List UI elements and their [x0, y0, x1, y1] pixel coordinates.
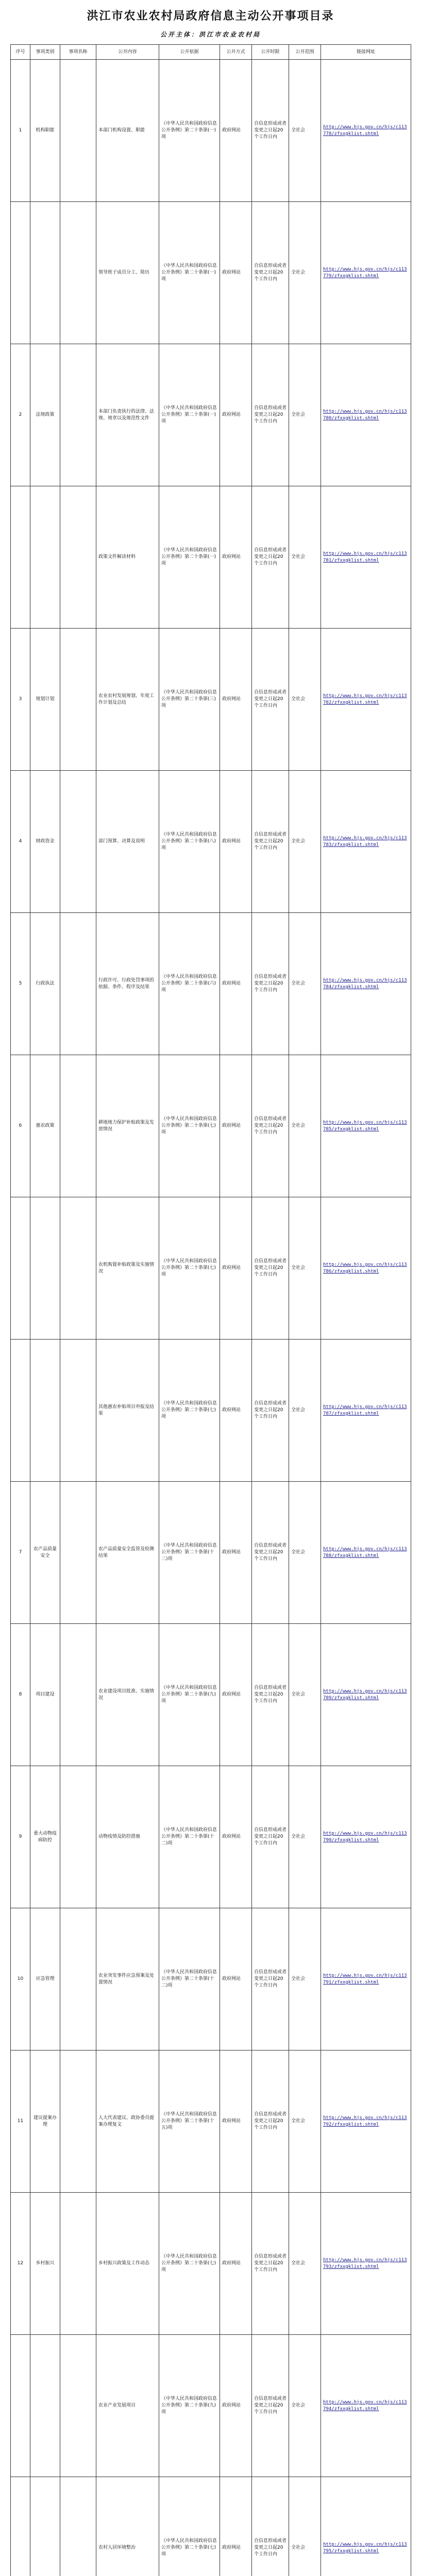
cell-content: 耕地地力保护补贴政策及发放情况 — [96, 1055, 159, 1197]
link-url[interactable]: http://www.hjs.gov.cn/hjs/c113781/zfxxgklist.shtml — [323, 551, 407, 563]
cell-category: 农产品质量安全 — [30, 1482, 60, 1624]
header-category: 事项类别 — [30, 45, 60, 60]
cell-category: 应急管理 — [30, 1908, 60, 2050]
cell-scope: 全社会 — [289, 1055, 321, 1197]
table-row — [11, 1197, 411, 1340]
cell-category — [30, 486, 60, 629]
cell-item — [60, 202, 96, 344]
cell-content: 动物疫情及防控措施 — [96, 1766, 159, 1908]
cell-seq — [11, 2335, 30, 2477]
cell-item — [60, 2050, 96, 2193]
table-row — [11, 771, 411, 913]
cell-seq: 10 — [11, 1908, 30, 2050]
cell-link — [321, 344, 411, 486]
cell-category: 规划计划 — [30, 629, 60, 771]
cell-item — [60, 913, 96, 1055]
cell-seq: 8 — [11, 1624, 30, 1766]
table-row — [11, 1055, 411, 1197]
cell-basis: 《中华人民共和国政府信息公开条例》第二十条第(一)项 — [159, 60, 220, 202]
cell-scope: 全社会 — [289, 1766, 321, 1908]
cell-content: 本部门机构设置、职能 — [96, 60, 159, 202]
cell-item — [60, 2193, 96, 2335]
cell-seq: 1 — [11, 60, 30, 202]
cell-way: 政府网站 — [220, 629, 252, 771]
cell-content: 人大代表建议、政协委员提案办理复文 — [96, 2050, 159, 2193]
link-url[interactable]: http://www.hjs.gov.cn/hjs/c113789/zfxxgklist.shtml — [323, 1688, 407, 1701]
cell-category: 重大动物疫病防控 — [30, 1766, 60, 1908]
cell-item — [60, 1055, 96, 1197]
cell-item — [60, 60, 96, 202]
document-title: 洪江市农业农村局政府信息主动公开事项目录 — [87, 9, 334, 23]
table-header-row — [11, 45, 411, 60]
cell-content: 农村人居环境整治 — [96, 2477, 159, 2576]
cell-time: 自信息形成或者变更之日起20个工作日内 — [252, 913, 289, 1055]
cell-scope: 全社会 — [289, 1340, 321, 1482]
cell-seq: 11 — [11, 2050, 30, 2193]
cell-scope: 全社会 — [289, 2193, 321, 2335]
cell-content: 农业产业发展项目 — [96, 2335, 159, 2477]
link-url[interactable]: http://www.hjs.gov.cn/hjs/c113778/zfxxgklist.shtml — [323, 124, 407, 137]
cell-category — [30, 2335, 60, 2477]
cell-basis: 《中华人民共和国政府信息公开条例》第二十条第(三)项 — [159, 629, 220, 771]
cell-time: 自信息形成或者变更之日起20个工作日内 — [252, 2193, 289, 2335]
cell-content: 行政许可、行政处罚事项的依据、条件、程序及结果 — [96, 913, 159, 1055]
table-row — [11, 913, 411, 1055]
cell-content: 其他惠农补贴项目申报及结果 — [96, 1340, 159, 1482]
cell-link — [321, 629, 411, 771]
cell-basis: 《中华人民共和国政府信息公开条例》第二十条第(一)项 — [159, 344, 220, 486]
link-url[interactable]: http://www.hjs.gov.cn/hjs/c113785/zfxxgklist.shtml — [323, 1120, 407, 1132]
cell-basis: 《中华人民共和国政府信息公开条例》第二十条第(七)项 — [159, 1197, 220, 1340]
cell-time: 自信息形成或者变更之日起20个工作日内 — [252, 1340, 289, 1482]
link-url[interactable]: http://www.hjs.gov.cn/hjs/c113784/zfxxgklist.shtml — [323, 977, 407, 990]
header-way: 公开方式 — [220, 45, 252, 60]
cell-way: 政府网站 — [220, 2335, 252, 2477]
link-url[interactable]: http://www.hjs.gov.cn/hjs/c113790/zfxxgklist.shtml — [323, 1831, 407, 1843]
cell-time: 自信息形成或者变更之日起20个工作日内 — [252, 2477, 289, 2576]
cell-item — [60, 629, 96, 771]
cell-basis: 《中华人民共和国政府信息公开条例》第二十条第(一)项 — [159, 486, 220, 629]
cell-time: 自信息形成或者变更之日起20个工作日内 — [252, 486, 289, 629]
cell-seq: 6 — [11, 1055, 30, 1197]
cell-content: 政策文件解读材料 — [96, 486, 159, 629]
cell-item — [60, 2477, 96, 2576]
cell-way: 政府网站 — [220, 1197, 252, 1340]
cell-way: 政府网站 — [220, 1766, 252, 1908]
cell-way: 政府网站 — [220, 2050, 252, 2193]
table-row — [11, 1340, 411, 1482]
link-url[interactable]: http://www.hjs.gov.cn/hjs/c113794/zfxxgklist.shtml — [323, 2399, 407, 2412]
cell-scope: 全社会 — [289, 913, 321, 1055]
cell-category: 项目建设 — [30, 1624, 60, 1766]
header-time: 公开时限 — [252, 45, 289, 60]
cell-link — [321, 1766, 411, 1908]
cell-seq: 5 — [11, 913, 30, 1055]
cell-content: 农业建设项目批准、实施情况 — [96, 1624, 159, 1766]
cell-way: 政府网站 — [220, 1482, 252, 1624]
cell-link — [321, 771, 411, 913]
cell-time: 自信息形成或者变更之日起20个工作日内 — [252, 771, 289, 913]
cell-way: 政府网站 — [220, 486, 252, 629]
cell-basis: 《中华人民共和国政府信息公开条例》第二十条第(七)项 — [159, 1055, 220, 1197]
disclosure-table — [10, 44, 411, 2576]
cell-scope: 全社会 — [289, 629, 321, 771]
cell-way: 政府网站 — [220, 2477, 252, 2576]
cell-scope: 全社会 — [289, 1482, 321, 1624]
link-url[interactable]: http://www.hjs.gov.cn/hjs/c113791/zfxxgklist.shtml — [323, 1973, 407, 1985]
cell-category: 乡村振兴 — [30, 2193, 60, 2335]
table-row — [11, 60, 411, 202]
cell-link — [321, 2335, 411, 2477]
cell-way: 政府网站 — [220, 2193, 252, 2335]
link-url[interactable]: http://www.hjs.gov.cn/hjs/c113793/zfxxgklist.shtml — [323, 2257, 407, 2269]
cell-category — [30, 1197, 60, 1340]
cell-time: 自信息形成或者变更之日起20个工作日内 — [252, 1482, 289, 1624]
cell-link — [321, 2477, 411, 2576]
cell-scope: 全社会 — [289, 486, 321, 629]
cell-basis: 《中华人民共和国政府信息公开条例》第二十条第(七)项 — [159, 1340, 220, 1482]
cell-seq: 2 — [11, 344, 30, 486]
table-row — [11, 1624, 411, 1766]
document-subtitle: 公开主体：洪江市农业农村局 — [160, 31, 261, 38]
cell-content: 乡村振兴政策及工作动态 — [96, 2193, 159, 2335]
cell-item — [60, 1340, 96, 1482]
cell-way: 政府网站 — [220, 1340, 252, 1482]
cell-category — [30, 2477, 60, 2576]
cell-time: 自信息形成或者变更之日起20个工作日内 — [252, 1766, 289, 1908]
link-url[interactable]: http://www.hjs.gov.cn/hjs/c113782/zfxxgklist.shtml — [323, 693, 407, 705]
cell-basis: 《中华人民共和国政府信息公开条例》第二十条第(十二)项 — [159, 1908, 220, 2050]
table-row — [11, 486, 411, 629]
cell-scope: 全社会 — [289, 202, 321, 344]
cell-link — [321, 1340, 411, 1482]
cell-item — [60, 486, 96, 629]
table-row — [11, 1908, 411, 2050]
cell-way: 政府网站 — [220, 344, 252, 486]
cell-way: 政府网站 — [220, 1055, 252, 1197]
table-row — [11, 629, 411, 771]
link-url[interactable]: http://www.hjs.gov.cn/hjs/c113787/zfxxgklist.shtml — [323, 1404, 407, 1416]
cell-scope: 全社会 — [289, 1197, 321, 1340]
header-basis: 公开依据 — [159, 45, 220, 60]
cell-category: 财政资金 — [30, 771, 60, 913]
header-scope: 公开范围 — [289, 45, 321, 60]
cell-time: 自信息形成或者变更之日起20个工作日内 — [252, 1197, 289, 1340]
link-url[interactable]: http://www.hjs.gov.cn/hjs/c113779/zfxxgklist.shtml — [323, 266, 407, 279]
cell-item — [60, 344, 96, 486]
cell-seq: 7 — [11, 1482, 30, 1624]
cell-category: 惠农政策 — [30, 1055, 60, 1197]
cell-item — [60, 771, 96, 913]
cell-scope: 全社会 — [289, 60, 321, 202]
cell-basis: 《中华人民共和国政府信息公开条例》第二十条第(七)项 — [159, 2477, 220, 2576]
header-seq: 序号 — [11, 45, 30, 60]
cell-scope: 全社会 — [289, 1624, 321, 1766]
cell-link — [321, 1482, 411, 1624]
link-url[interactable]: http://www.hjs.gov.cn/hjs/c113783/zfxxgklist.shtml — [323, 835, 407, 848]
cell-item — [60, 2335, 96, 2477]
cell-time: 自信息形成或者变更之日起20个工作日内 — [252, 60, 289, 202]
cell-content: 领导班子成员分工、简历 — [96, 202, 159, 344]
cell-basis: 《中华人民共和国政府信息公开条例》第二十条第(十二)项 — [159, 1766, 220, 1908]
cell-way: 政府网站 — [220, 202, 252, 344]
cell-time: 自信息形成或者变更之日起20个工作日内 — [252, 2335, 289, 2477]
cell-category: 建议提案办理 — [30, 2050, 60, 2193]
cell-item — [60, 1766, 96, 1908]
cell-way: 政府网站 — [220, 771, 252, 913]
cell-seq — [11, 2477, 30, 2576]
table-row — [11, 2335, 411, 2477]
cell-basis: 《中华人民共和国政府信息公开条例》第二十条第(九)项 — [159, 1624, 220, 1766]
cell-seq — [11, 1197, 30, 1340]
cell-seq: 9 — [11, 1766, 30, 1908]
cell-content: 本部门负责执行的法律、法规、规章以及规范性文件 — [96, 344, 159, 486]
table-row — [11, 2477, 411, 2576]
link-url[interactable]: http://www.hjs.gov.cn/hjs/c113795/zfxxgklist.shtml — [323, 2541, 407, 2554]
cell-link — [321, 2193, 411, 2335]
link-url[interactable]: http://www.hjs.gov.cn/hjs/c113788/zfxxgklist.shtml — [323, 1546, 407, 1558]
cell-time: 自信息形成或者变更之日起20个工作日内 — [252, 629, 289, 771]
cell-way: 政府网站 — [220, 1908, 252, 2050]
cell-basis: 《中华人民共和国政府信息公开条例》第二十条第(一)项 — [159, 202, 220, 344]
cell-link — [321, 1055, 411, 1197]
cell-way: 政府网站 — [220, 913, 252, 1055]
cell-time: 自信息形成或者变更之日起20个工作日内 — [252, 1908, 289, 2050]
cell-content: 农业突发事件应急预案及处置情况 — [96, 1908, 159, 2050]
cell-item — [60, 1197, 96, 1340]
cell-basis: 《中华人民共和国政府信息公开条例》第二十条第(十五)项 — [159, 2050, 220, 2193]
table-row — [11, 2193, 411, 2335]
cell-seq: 12 — [11, 2193, 30, 2335]
header-content: 公开内容 — [96, 45, 159, 60]
cell-content: 农产品质量安全监管及检测结果 — [96, 1482, 159, 1624]
cell-time: 自信息形成或者变更之日起20个工作日内 — [252, 2050, 289, 2193]
cell-link — [321, 486, 411, 629]
cell-link — [321, 202, 411, 344]
cell-content: 农业农村发展规划、年度工作计划及总结 — [96, 629, 159, 771]
cell-seq — [11, 486, 30, 629]
cell-seq: 3 — [11, 629, 30, 771]
cell-basis: 《中华人民共和国政府信息公开条例》第二十条第(八)项 — [159, 771, 220, 913]
cell-time: 自信息形成或者变更之日起20个工作日内 — [252, 1624, 289, 1766]
cell-category — [30, 1340, 60, 1482]
cell-seq — [11, 1340, 30, 1482]
cell-category: 机构职能 — [30, 60, 60, 202]
cell-seq — [11, 202, 30, 344]
table-row — [11, 2050, 411, 2193]
cell-link — [321, 1908, 411, 2050]
table-row — [11, 1482, 411, 1624]
header-item: 事项名称 — [60, 45, 96, 60]
table-row — [11, 1766, 411, 1908]
cell-scope: 全社会 — [289, 344, 321, 486]
cell-item — [60, 1624, 96, 1766]
cell-basis: 《中华人民共和国政府信息公开条例》第二十条第(十二)项 — [159, 1482, 220, 1624]
table-row — [11, 202, 411, 344]
table-row — [11, 344, 411, 486]
cell-time: 自信息形成或者变更之日起20个工作日内 — [252, 344, 289, 486]
cell-link — [321, 2050, 411, 2193]
header-link: 链接网址 — [321, 45, 411, 60]
cell-link — [321, 60, 411, 202]
cell-scope: 全社会 — [289, 771, 321, 913]
cell-basis: 《中华人民共和国政府信息公开条例》第二十条第(七)项 — [159, 2193, 220, 2335]
link-url[interactable]: http://www.hjs.gov.cn/hjs/c113780/zfxxgklist.shtml — [323, 409, 407, 421]
cell-scope: 全社会 — [289, 1908, 321, 2050]
cell-content: 农机购置补贴政策及实施情况 — [96, 1197, 159, 1340]
cell-link — [321, 1197, 411, 1340]
cell-item — [60, 1908, 96, 2050]
cell-time: 自信息形成或者变更之日起20个工作日内 — [252, 202, 289, 344]
cell-scope: 全社会 — [289, 2050, 321, 2193]
cell-category — [30, 202, 60, 344]
cell-content: 部门预算、决算及说明 — [96, 771, 159, 913]
cell-category: 法规政策 — [30, 344, 60, 486]
cell-way: 政府网站 — [220, 60, 252, 202]
cell-link — [321, 913, 411, 1055]
cell-item — [60, 1482, 96, 1624]
cell-seq: 4 — [11, 771, 30, 913]
cell-scope: 全社会 — [289, 2477, 321, 2576]
cell-link — [321, 1624, 411, 1766]
link-url[interactable]: http://www.hjs.gov.cn/hjs/c113792/zfxxgklist.shtml — [323, 2115, 407, 2127]
cell-way: 政府网站 — [220, 1624, 252, 1766]
cell-time: 自信息形成或者变更之日起20个工作日内 — [252, 1055, 289, 1197]
cell-basis: 《中华人民共和国政府信息公开条例》第二十条第(六)项 — [159, 913, 220, 1055]
link-url[interactable]: http://www.hjs.gov.cn/hjs/c113786/zfxxgklist.shtml — [323, 1262, 407, 1274]
cell-category: 行政执法 — [30, 913, 60, 1055]
cell-scope: 全社会 — [289, 2335, 321, 2477]
cell-basis: 《中华人民共和国政府信息公开条例》第二十条第(九)项 — [159, 2335, 220, 2477]
